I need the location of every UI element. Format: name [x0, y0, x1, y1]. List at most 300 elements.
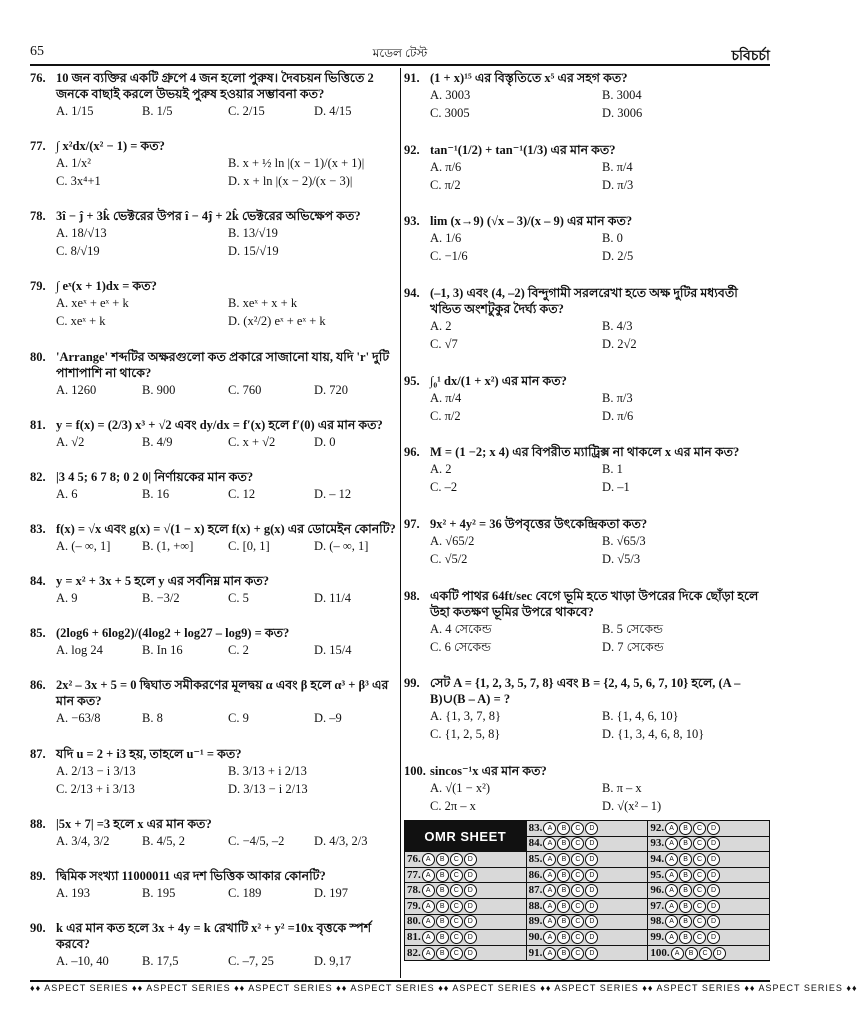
question-stem — [30, 521, 396, 537]
answer-option: A. π/6 — [430, 159, 462, 174]
omr-bubble[interactable]: A — [543, 853, 556, 866]
omr-bubble[interactable]: C — [571, 900, 584, 913]
answer-option: D. 197 — [314, 885, 349, 900]
answer-option: B. 8 — [142, 711, 163, 726]
omr-bubble[interactable]: C — [693, 931, 706, 944]
omr-bubble[interactable]: D — [464, 931, 477, 944]
omr-bubble[interactable]: C — [450, 853, 463, 866]
omr-question-number: 85. — [528, 853, 543, 866]
omr-bubble[interactable]: B — [436, 853, 449, 866]
question-text: 10 জন ব্যক্তির একটি গ্রুপে 4 জন হলো পুরুষ। দৈবচয়ন ভিত্তিতে 2 জনকে বাছাই করলে উভয়ই পুরুষ হওয়ার সম্ভাবনা কত? — [56, 71, 374, 101]
question-stem — [30, 417, 396, 433]
omr-bubble[interactable]: C — [571, 884, 584, 897]
answer-option: A. √2 — [56, 434, 85, 449]
page-number: 65 — [30, 44, 44, 59]
question-stem — [404, 213, 770, 229]
omr-answer-cell — [405, 930, 527, 946]
question-text: |3 4 5; 6 7 8; 0 2 0| নির্ণায়কের মান কত? — [56, 469, 254, 484]
omr-bubble[interactable]: D — [707, 915, 720, 928]
omr-bubble[interactable]: D — [585, 947, 598, 960]
omr-bubble[interactable]: A — [422, 947, 435, 960]
omr-bubble[interactable]: B — [679, 884, 692, 897]
question-text: (1 + x)¹⁵ এর বিস্তৃতিতে x⁵ এর সহগ কত? — [430, 71, 628, 85]
question-number: 89. — [30, 868, 46, 883]
omr-bubble[interactable]: D — [585, 869, 598, 882]
question-number: 77. — [30, 139, 46, 154]
omr-bubble[interactable]: C — [450, 884, 463, 897]
omr-sheet — [404, 820, 770, 980]
omr-bubble[interactable]: B — [557, 947, 570, 960]
option-list — [404, 532, 770, 568]
answer-option: C. −1/6 — [430, 249, 468, 264]
answer-option: D. 3006 — [602, 106, 643, 120]
question-stem — [30, 138, 396, 154]
answer-option: D. 720 — [314, 382, 349, 397]
question-number: 76. — [30, 71, 46, 85]
omr-question-number: 99. — [650, 930, 665, 943]
answer-option: D. 4/15 — [314, 104, 352, 118]
question-stem — [30, 469, 396, 485]
omr-question-number: 77. — [407, 868, 421, 881]
question-text: tan⁻¹(1/2) + tan⁻¹(1/3) এর মান কত? — [430, 142, 616, 157]
omr-bubble[interactable]: B — [679, 915, 692, 928]
question-number: 99. — [404, 676, 420, 691]
answer-option: A. {1, 3, 7, 8} — [430, 709, 502, 724]
omr-bubble[interactable]: A — [422, 869, 435, 882]
omr-answer-cell — [648, 852, 770, 868]
omr-answer-cell — [648, 867, 770, 883]
question-item — [30, 816, 396, 850]
omr-bubble[interactable]: C — [571, 947, 584, 960]
answer-option: A. 193 — [56, 885, 91, 900]
answer-option: B. π – x — [602, 780, 642, 795]
answer-option: D. 3/13 − i 2/13 — [228, 781, 308, 796]
question-item — [404, 444, 770, 496]
omr-bubble[interactable]: B — [679, 837, 692, 850]
omr-bubble[interactable]: A — [665, 869, 678, 882]
omr-bubble[interactable]: B — [679, 900, 692, 913]
option-list — [404, 620, 770, 656]
answer-option: D. –9 — [314, 711, 342, 726]
omr-bubble[interactable]: B — [436, 915, 449, 928]
answer-option: B. 4/9 — [142, 434, 173, 449]
question-item — [404, 588, 770, 656]
omr-question-number: 84. — [528, 837, 543, 850]
question-number: 79. — [30, 279, 46, 294]
omr-question-number: 88. — [528, 899, 543, 912]
question-item — [404, 763, 770, 815]
option-list — [30, 433, 396, 451]
omr-bubble[interactable]: B — [436, 900, 449, 913]
omr-bubble[interactable]: B — [436, 884, 449, 897]
question-item — [404, 373, 770, 425]
answer-option: B. π/3 — [602, 390, 633, 405]
answer-option: C. 5 — [228, 591, 249, 606]
omr-question-number: 76. — [407, 853, 421, 866]
answer-option: D. –1 — [602, 480, 630, 495]
answer-option: A. 1260 — [56, 382, 97, 397]
option-list — [30, 832, 396, 850]
omr-question-number: 89. — [528, 915, 543, 928]
omr-bubble[interactable]: D — [585, 915, 598, 928]
option-list — [404, 707, 770, 743]
answer-option: D. 0 — [314, 434, 336, 449]
answer-option: C. π/2 — [430, 177, 461, 192]
omr-bubble[interactable]: D — [585, 853, 598, 866]
omr-question-number: 81. — [407, 930, 421, 943]
question-item — [30, 868, 396, 902]
omr-bubble[interactable]: D — [585, 931, 598, 944]
omr-answer-cell — [526, 821, 648, 837]
omr-answer-cell — [405, 898, 527, 914]
page-header — [30, 42, 770, 64]
question-stem — [30, 278, 396, 294]
answer-option: C. 2/15 — [228, 104, 265, 118]
answer-option: A. 3/4, 3/2 — [56, 833, 110, 848]
omr-bubble[interactable]: B — [557, 931, 570, 944]
omr-answer-cell — [648, 836, 770, 852]
question-stem — [30, 677, 396, 709]
omr-question-number: 95. — [650, 868, 665, 881]
answer-option: B. 13/√19 — [228, 226, 278, 241]
omr-row — [405, 883, 770, 899]
answer-option: C. 2 — [228, 643, 249, 658]
omr-bubble[interactable]: A — [543, 915, 556, 928]
option-list — [404, 389, 770, 425]
question-number: 93. — [404, 214, 420, 229]
question-item — [404, 516, 770, 568]
answer-option: B. 5 সেকেন্ড — [602, 621, 664, 636]
question-number: 87. — [30, 746, 46, 761]
answer-option: D. 15/√19 — [228, 244, 279, 259]
answer-option: B. {1, 4, 6, 10} — [602, 709, 679, 724]
omr-bubble[interactable]: C — [693, 822, 706, 835]
omr-bubble[interactable]: A — [543, 869, 556, 882]
omr-bubble[interactable]: B — [557, 884, 570, 897]
answer-option: D. {1, 3, 4, 6, 8, 10} — [602, 727, 705, 742]
option-list — [404, 86, 770, 122]
omr-answer-cell — [648, 914, 770, 930]
answer-option: C. √7 — [430, 336, 458, 351]
omr-question-number: 86. — [528, 868, 543, 881]
omr-bubble[interactable]: D — [707, 931, 720, 944]
omr-bubble[interactable]: D — [585, 837, 598, 850]
omr-bubble[interactable]: A — [422, 884, 435, 897]
omr-bubble[interactable]: C — [699, 947, 712, 960]
option-list — [30, 884, 396, 902]
answer-option: B. 0 — [602, 231, 623, 246]
question-stem — [30, 625, 396, 641]
omr-bubble[interactable]: B — [557, 900, 570, 913]
answer-option: A. –10, 40 — [56, 953, 109, 968]
omr-bubble[interactable]: A — [543, 931, 556, 944]
omr-bubble[interactable]: A — [665, 837, 678, 850]
answer-option: C. 8/√19 — [56, 244, 100, 259]
omr-bubble[interactable]: D — [464, 853, 477, 866]
omr-bubble[interactable]: A — [671, 947, 684, 960]
omr-bubble[interactable]: A — [422, 853, 435, 866]
answer-option: A. log 24 — [56, 643, 103, 658]
omr-bubble[interactable]: D — [707, 837, 720, 850]
question-item — [30, 208, 396, 260]
question-stem — [404, 675, 770, 707]
omr-title: OMR SHEET — [405, 821, 527, 852]
omr-bubble[interactable]: B — [679, 853, 692, 866]
omr-row — [405, 852, 770, 868]
omr-question-number: 90. — [528, 930, 543, 943]
omr-question-number: 83. — [528, 821, 543, 834]
answer-option: B. 1/5 — [142, 104, 173, 118]
omr-bubble[interactable]: C — [571, 837, 584, 850]
omr-answer-cell — [648, 898, 770, 914]
answer-option: D. 7 সেকেন্ড — [602, 639, 664, 654]
omr-bubble[interactable]: A — [543, 837, 556, 850]
header-title: মডেল টেস্ট — [372, 46, 428, 60]
question-number: 96. — [404, 445, 420, 460]
omr-bubble[interactable]: C — [571, 931, 584, 944]
answer-option: C. 760 — [228, 382, 262, 397]
option-list — [404, 779, 770, 815]
omr-bubble[interactable]: C — [571, 822, 584, 835]
omr-bubble[interactable]: D — [464, 884, 477, 897]
answer-option: B. 4/3 — [602, 318, 633, 333]
question-number: 98. — [404, 588, 420, 603]
option-list — [404, 460, 770, 496]
question-number: 82. — [30, 469, 46, 484]
question-number: 86. — [30, 678, 46, 693]
page-footer: ♦♦ ASPECT SERIES ♦♦ ASPECT SERIES ♦♦ ASPECT SERIES ♦♦ ASPECT SERIES ♦♦ ASPECT SERIES ♦♦ ASPECT SERIES ♦♦ ASPECT SERIES ♦♦ ASPECT SERIES ♦♦ — [30, 983, 858, 993]
omr-bubble[interactable]: C — [571, 853, 584, 866]
question-text: y = f(x) = (2/3) x³ + √2 এবং dy/dx = f′(x) হলে f′(0) এর মান কত? — [56, 417, 383, 432]
answer-option: A. 6 — [56, 486, 78, 501]
question-number: 91. — [404, 71, 420, 85]
question-item — [404, 142, 770, 194]
omr-bubble[interactable]: C — [450, 869, 463, 882]
omr-bubble[interactable]: D — [585, 900, 598, 913]
omr-bubble[interactable]: D — [707, 869, 720, 882]
omr-row — [405, 821, 770, 837]
option-list — [404, 317, 770, 353]
answer-option: C. 2/13 + i 3/13 — [56, 781, 135, 796]
question-stem — [30, 868, 396, 884]
question-text: ∫ x²dx/(x² − 1) = কত? — [56, 139, 165, 154]
question-stem — [404, 588, 770, 620]
omr-question-number: 80. — [407, 915, 421, 928]
answer-option: B. In 16 — [142, 643, 183, 658]
option-list — [404, 229, 770, 265]
omr-question-number: 93. — [650, 837, 665, 850]
question-stem — [404, 285, 770, 317]
question-text: 2x² – 3x + 5 = 0 দ্বিঘাত সমীকরণের মূলদ্বয় α এবং β হলে α³ + β³ এর মান কত? — [56, 678, 389, 709]
question-item — [30, 138, 396, 190]
question-item — [30, 573, 396, 607]
question-text: (–1, 3) এবং (4, –2) বিন্দুগামী সরলরেখা হতে অক্ষ দুটির মধ্যবর্তী খন্ডিত অংশটুকুর দৈর্ঘ্য কত? — [430, 285, 738, 316]
omr-bubble[interactable]: C — [693, 853, 706, 866]
omr-answer-cell — [526, 914, 648, 930]
omr-bubble[interactable]: C — [693, 884, 706, 897]
question-item — [30, 920, 396, 970]
question-text: 3î − ĵ + 3k̂ ভেক্টরের উপর î − 4ĵ + 2k̂ ভেক্টরের অভিক্ষেপ কত? — [56, 209, 361, 224]
omr-bubble[interactable]: B — [679, 931, 692, 944]
omr-question-number: 79. — [407, 899, 421, 912]
omr-bubble[interactable]: C — [450, 915, 463, 928]
omr-answer-cell — [526, 867, 648, 883]
omr-row — [405, 930, 770, 946]
omr-bubble[interactable]: C — [693, 869, 706, 882]
answer-option: C. –7, 25 — [228, 953, 274, 968]
omr-bubble[interactable]: D — [707, 884, 720, 897]
omr-bubble[interactable]: C — [450, 931, 463, 944]
omr-question-number: 78. — [407, 884, 421, 897]
question-number: 81. — [30, 417, 46, 432]
question-item — [30, 521, 396, 555]
omr-bubble[interactable]: B — [436, 931, 449, 944]
omr-bubble[interactable]: D — [713, 947, 726, 960]
answer-option: A. −63/8 — [56, 711, 101, 726]
question-text: f(x) = √x এবং g(x) = √(1 − x) হলে f(x) + g(x) এর ডোমেইন কোনটি? — [56, 521, 396, 536]
omr-table — [404, 820, 770, 961]
omr-bubble[interactable]: A — [543, 947, 556, 960]
omr-question-number: 100. — [650, 946, 670, 959]
answer-option: D. 11/4 — [314, 591, 352, 606]
omr-bubble[interactable]: C — [571, 869, 584, 882]
omr-bubble[interactable]: A — [422, 931, 435, 944]
omr-bubble[interactable]: B — [557, 822, 570, 835]
answer-option: D. x + ln |(x − 2)/(x − 3)| — [228, 174, 353, 189]
omr-bubble[interactable]: A — [665, 900, 678, 913]
omr-bubble[interactable]: C — [571, 915, 584, 928]
option-list — [30, 537, 396, 555]
omr-bubble[interactable]: B — [436, 947, 449, 960]
answer-option: B. 3004 — [602, 88, 642, 102]
omr-bubble[interactable]: B — [557, 853, 570, 866]
omr-bubble[interactable]: C — [450, 900, 463, 913]
omr-answer-cell — [526, 930, 648, 946]
header-rule — [30, 64, 770, 66]
question-number: 94. — [404, 285, 420, 300]
option-list — [30, 641, 396, 659]
header-book-name: চবিচর্চা — [731, 49, 770, 64]
question-number: 83. — [30, 521, 46, 536]
omr-bubble[interactable]: D — [707, 900, 720, 913]
omr-bubble[interactable]: D — [585, 884, 598, 897]
question-stem — [404, 763, 770, 779]
answer-option: A. 1/x² — [56, 156, 91, 171]
omr-bubble[interactable]: D — [464, 900, 477, 913]
answer-option: B. (1, +∞] — [142, 538, 194, 553]
answer-option: B. 900 — [142, 382, 176, 397]
omr-bubble[interactable]: D — [585, 822, 598, 835]
omr-bubble[interactable]: A — [665, 853, 678, 866]
question-stem — [30, 746, 396, 762]
omr-bubble[interactable]: B — [557, 915, 570, 928]
question-number: 85. — [30, 626, 46, 641]
omr-bubble[interactable]: A — [543, 884, 556, 897]
question-stem — [30, 816, 396, 832]
omr-bubble[interactable]: D — [464, 869, 477, 882]
question-text: ∫ eˣ(x + 1)dx = কত? — [56, 279, 157, 294]
omr-bubble[interactable]: D — [464, 915, 477, 928]
question-item — [30, 278, 396, 330]
omr-bubble[interactable]: A — [543, 900, 556, 913]
answer-option: C. 189 — [228, 885, 262, 900]
omr-bubble[interactable]: B — [679, 822, 692, 835]
omr-bubble[interactable]: A — [665, 822, 678, 835]
question-item — [404, 213, 770, 265]
question-number: 100. — [404, 763, 426, 778]
omr-bubble[interactable]: A — [665, 884, 678, 897]
omr-bubble[interactable]: A — [665, 915, 678, 928]
left-column — [30, 70, 396, 980]
omr-answer-cell — [405, 852, 527, 868]
omr-row — [405, 898, 770, 914]
answer-option: A. 1/15 — [56, 104, 94, 118]
omr-bubble[interactable]: A — [422, 900, 435, 913]
omr-bubble[interactable]: B — [436, 869, 449, 882]
answer-option: C. [0, 1] — [228, 538, 270, 553]
omr-bubble[interactable]: B — [557, 869, 570, 882]
omr-bubble[interactable]: D — [707, 822, 720, 835]
option-list — [30, 381, 396, 399]
answer-option: C. π/2 — [430, 408, 461, 423]
question-item — [30, 417, 396, 451]
answer-option: C. x + √2 — [228, 434, 276, 449]
option-list — [30, 294, 396, 330]
omr-answer-cell — [526, 945, 648, 961]
question-number: 80. — [30, 349, 46, 364]
omr-bubble[interactable]: C — [693, 900, 706, 913]
question-item — [30, 70, 396, 120]
omr-bubble[interactable]: B — [679, 869, 692, 882]
omr-bubble[interactable]: B — [685, 947, 698, 960]
answer-option: B. −3/2 — [142, 591, 180, 606]
answer-option: B. √65/3 — [602, 533, 646, 548]
question-number: 84. — [30, 574, 46, 589]
omr-bubble[interactable]: D — [464, 947, 477, 960]
answer-option: B. 17,5 — [142, 953, 179, 968]
answer-option: C. 9 — [228, 711, 249, 726]
omr-bubble[interactable]: C — [450, 947, 463, 960]
answer-option: C. –2 — [430, 480, 458, 495]
question-text: (2log6 + 6log2)/(4log2 + log27 – log9) = কত? — [56, 626, 290, 641]
question-text: ∫₀¹ dx/(1 + x²) এর মান কত? — [430, 373, 567, 388]
omr-question-number: 96. — [650, 884, 665, 897]
answer-option: D. π/3 — [602, 177, 634, 192]
answer-option: B. x + ½ ln |(x − 1)/(x + 1)| — [228, 156, 365, 171]
omr-bubble[interactable]: A — [543, 822, 556, 835]
question-number: 97. — [404, 516, 420, 531]
question-stem — [30, 208, 396, 224]
omr-answer-cell — [526, 836, 648, 852]
omr-bubble[interactable]: C — [693, 837, 706, 850]
omr-bubble[interactable]: C — [693, 915, 706, 928]
option-list — [30, 224, 396, 260]
omr-answer-cell — [648, 821, 770, 837]
option-list — [30, 154, 396, 190]
omr-bubble[interactable]: A — [665, 931, 678, 944]
question-number: 78. — [30, 209, 46, 224]
question-number: 92. — [404, 142, 420, 157]
question-stem — [30, 920, 396, 952]
answer-option: A. 2/13 − i 3/13 — [56, 763, 136, 778]
answer-option: C. xeˣ + k — [56, 314, 106, 329]
answer-option: A. xeˣ + eˣ + k — [56, 296, 129, 311]
question-stem — [404, 516, 770, 532]
omr-bubble[interactable]: D — [707, 853, 720, 866]
omr-bubble[interactable]: B — [557, 837, 570, 850]
omr-bubble[interactable]: A — [422, 915, 435, 928]
question-text: সেট A = {1, 2, 3, 5, 7, 8} এবং B = {2, 4, 5, 6, 7, 10} হলে, (A – B)∪(B – A) = ? — [430, 676, 741, 707]
